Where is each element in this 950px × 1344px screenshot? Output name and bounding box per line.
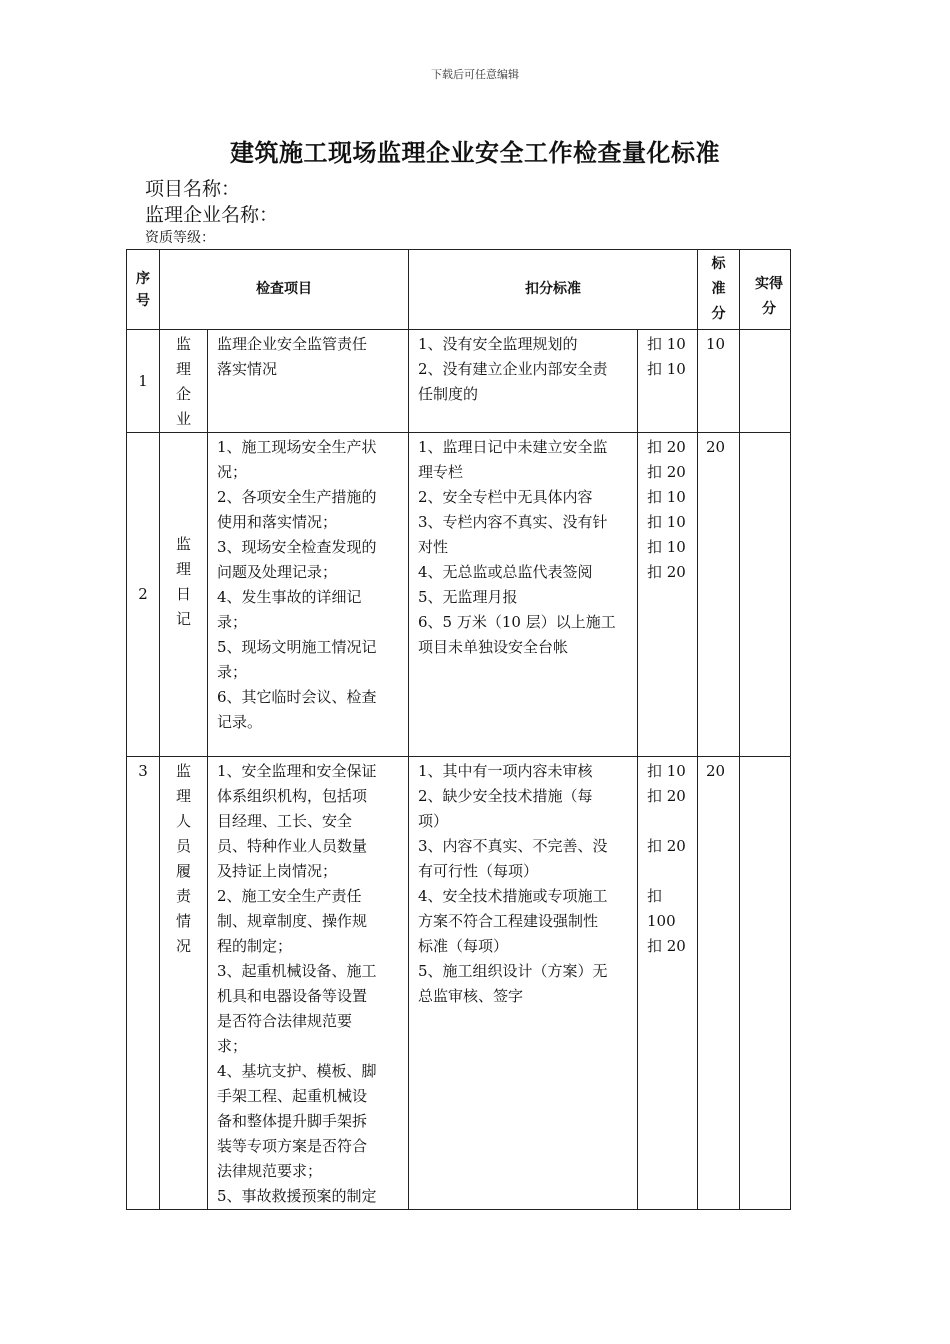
qualification-label: 资质等级： bbox=[145, 230, 215, 246]
row-deduction: 1、监理日记中未建立安全监 理专栏 2、安全专栏中无具体内容 3、专栏内容不真实、没有针 对性 4、无总监或总监代表签阅 5、无监理月报 6、5 万米（10 层）以上施工 项目未单独设安全台帐 bbox=[409, 433, 638, 757]
row-category: 监 理 日 记 bbox=[160, 433, 208, 757]
row-category: 监 理 人 员 履 责 情 况 bbox=[160, 757, 208, 1210]
row-actual-score bbox=[740, 433, 791, 757]
table-row bbox=[127, 757, 791, 1210]
header-actual-score: 实得 分 bbox=[740, 250, 791, 330]
row-standard-score: 20 bbox=[698, 757, 740, 1210]
row-deduction: 1、其中有一项内容未审核 2、缺少安全技术措施（每 项） 3、内容不真实、不完善、没 有可行性（每项） 4、安全技术措施或专项施工 方案不符合工程建设强制性 标准（每项） 5、施工组织设计（方案）无 总监审核、签字 bbox=[409, 757, 638, 1210]
row-deduction: 1、没有安全监理规划的 2、没有建立企业内部安全责 任制度的 bbox=[409, 330, 638, 433]
table-row bbox=[127, 330, 791, 433]
row-actual-score bbox=[740, 330, 791, 433]
header-standard-score: 标 准 分 bbox=[698, 250, 740, 330]
row-category: 监 理 企 业 bbox=[160, 330, 208, 433]
header-row bbox=[127, 250, 791, 330]
company-name-label: 监理企业名称： bbox=[145, 204, 279, 226]
header-note: 下载后可任意编辑 bbox=[431, 68, 519, 81]
row-deduction-points: 扣 10 扣 10 bbox=[638, 330, 698, 433]
header-deduction: 扣分标准 bbox=[409, 250, 698, 330]
row-deduction-points: 扣 10 扣 20 扣 20 扣 100 扣 20 bbox=[638, 757, 698, 1210]
row-deduction-points: 扣 20 扣 20 扣 10 扣 10 扣 10 扣 20 bbox=[638, 433, 698, 757]
row-check-item: 监理企业安全监管责任 落实情况 bbox=[208, 330, 409, 433]
document-title: 建筑施工现场监理企业安全工作检查量化标准 bbox=[230, 138, 720, 167]
row-standard-score: 20 bbox=[698, 433, 740, 757]
row-seq: 3 bbox=[127, 757, 160, 1210]
row-seq: 1 bbox=[127, 330, 160, 433]
header-seq: 序 号 bbox=[127, 250, 160, 330]
row-standard-score: 10 bbox=[698, 330, 740, 433]
table-row bbox=[127, 433, 791, 757]
header-check-item: 检查项目 bbox=[160, 250, 409, 330]
project-name-label: 项目名称： bbox=[145, 178, 241, 200]
inspection-table bbox=[126, 249, 791, 1210]
row-check-item: 1、安全监理和安全保证 体系组织机构，包括项 目经理、工长、安全 员、特种作业人员数量 及持证上岗情况； 2、施工安全生产责任 制、规章制度、操作规 程的制定； 3、起重机械设备、施工 机具和电器设备等设置 是否符合法律规范要 求； 4、基坑支护、模板、脚 手架工程、起重机械设 备和整体提升脚手架拆 装等专项方案是否符合 法律规范要求； 5、事故救援预案的制定 bbox=[208, 757, 409, 1210]
row-actual-score bbox=[740, 757, 791, 1210]
row-check-item: 1、施工现场安全生产状 况； 2、各项安全生产措施的 使用和落实情况； 3、现场安全检查发现的 问题及处理记录； 4、发生事故的详细记 录； 5、现场文明施工情况记 录； 6、其它临时会议、检查 记录。 bbox=[208, 433, 409, 757]
row-seq: 2 bbox=[127, 433, 160, 757]
